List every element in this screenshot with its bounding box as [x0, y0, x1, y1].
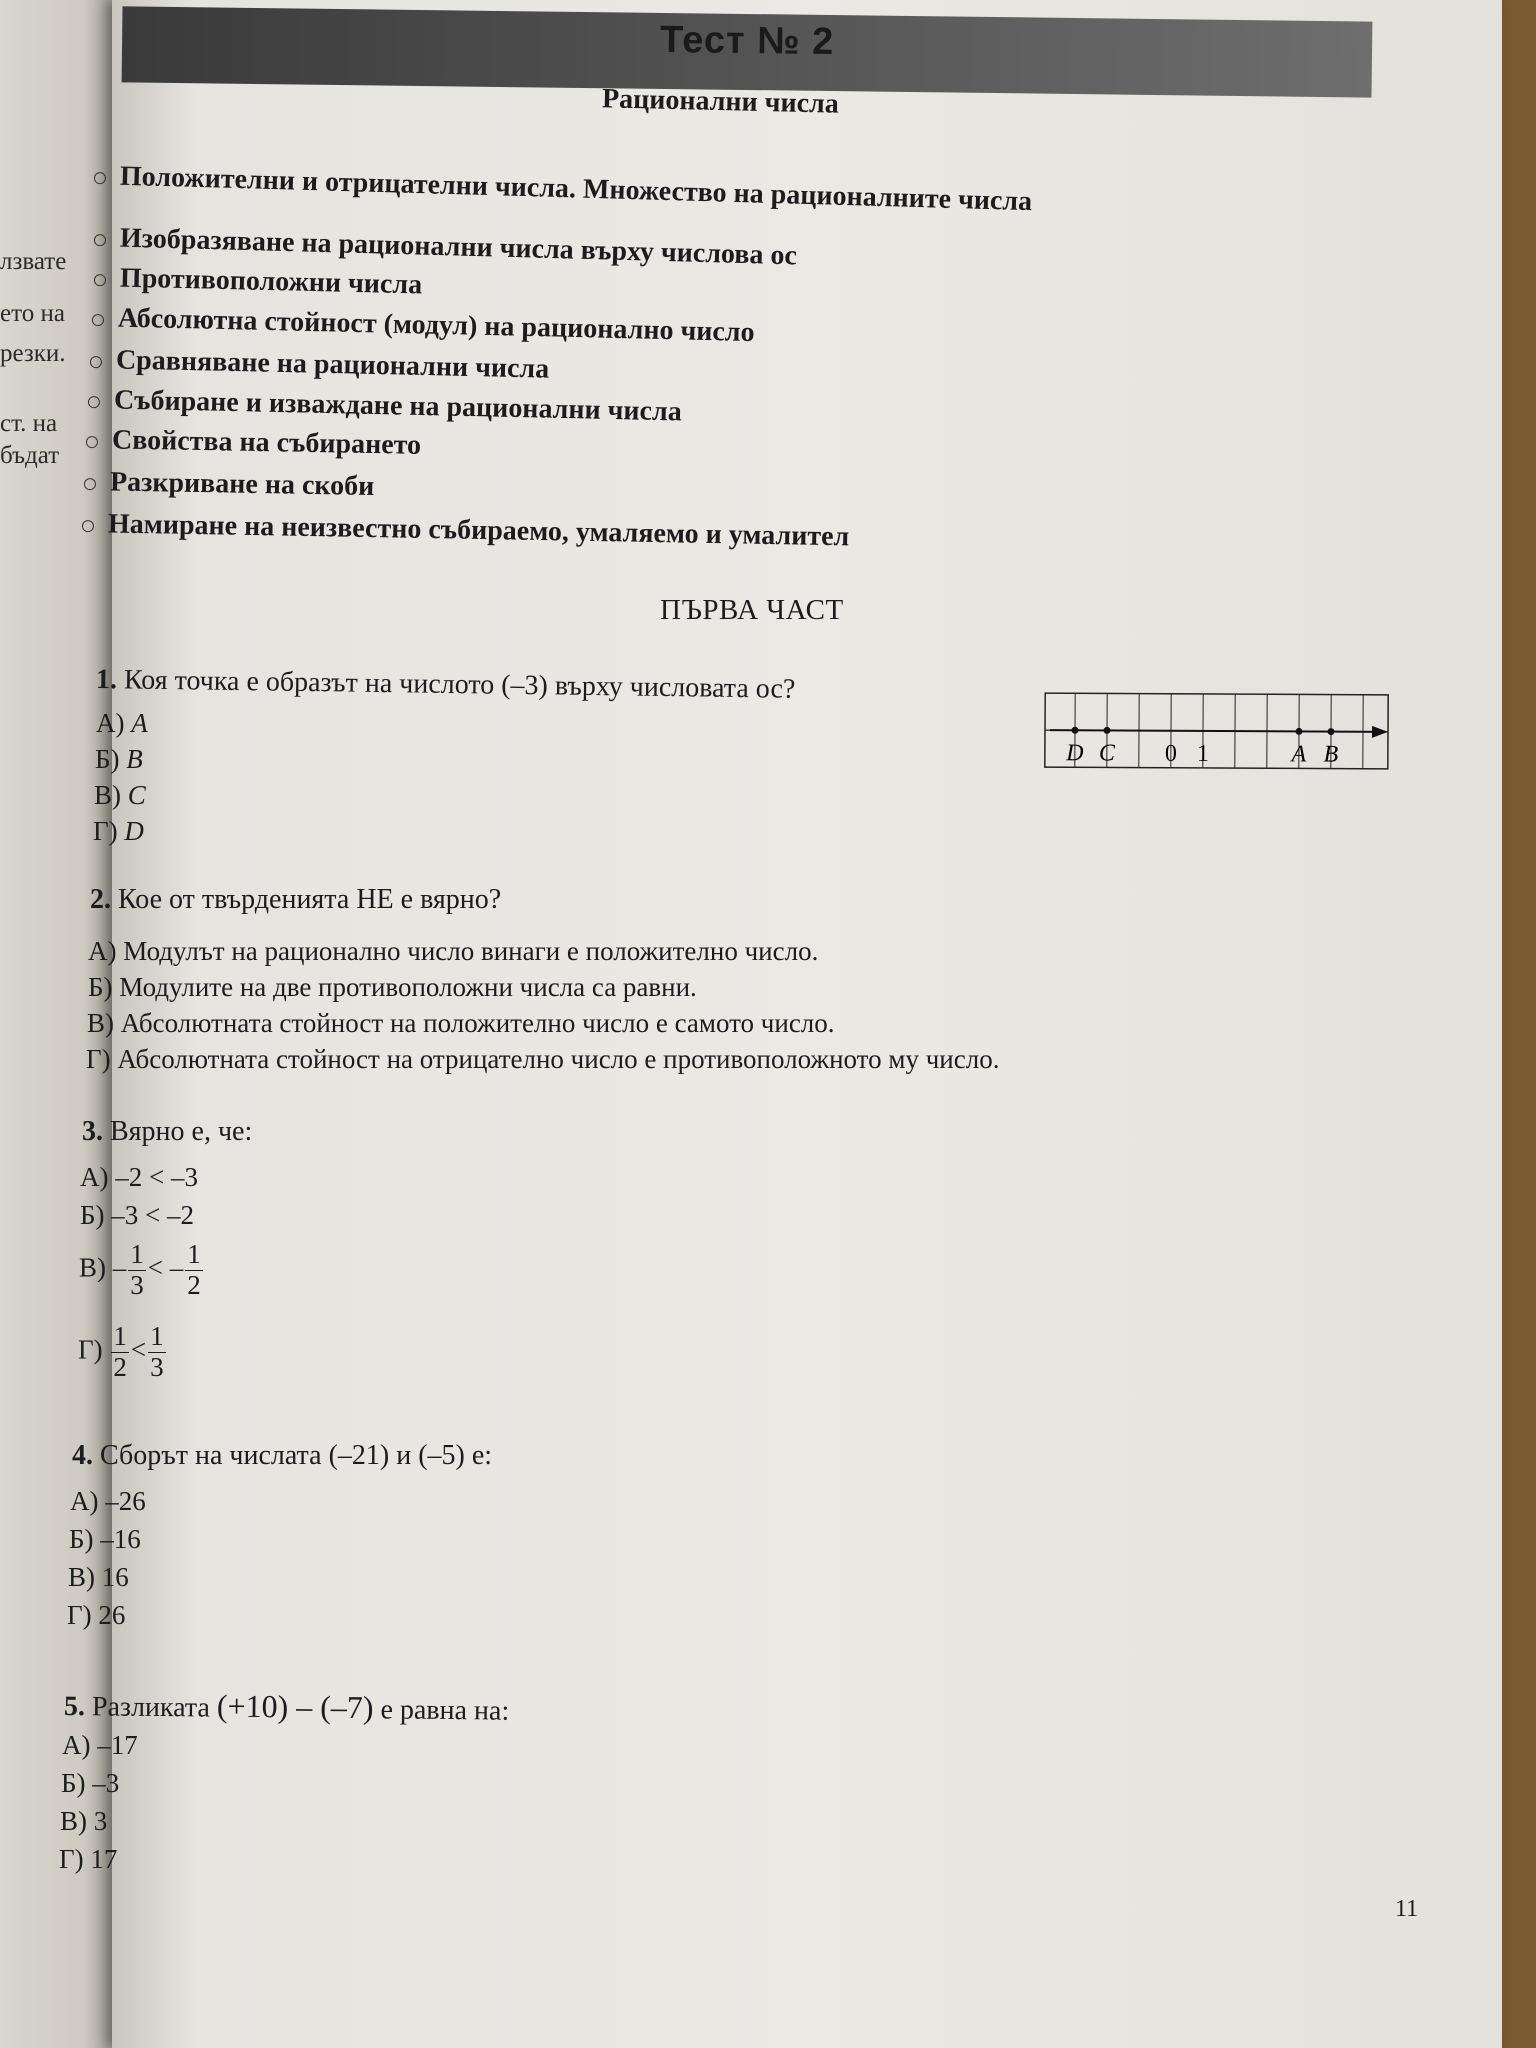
topic-item: Намиране на неизвестно събираемо, умаляемо и умалител [82, 508, 850, 553]
left-page-fragment: резки. [0, 340, 66, 367]
bullet-icon [82, 520, 94, 532]
point-d-mark [1071, 727, 1078, 734]
point-b-mark [1327, 728, 1334, 735]
q5-option-a: А) –17 [62, 1730, 138, 1760]
point-c-mark [1103, 727, 1110, 734]
label-c: C [1098, 740, 1115, 767]
q4-option-b: Б) –16 [69, 1524, 141, 1554]
q5-option-d: Г) 17 [59, 1844, 118, 1874]
question-5: 5. Разликата (+10) – (–7) е равна на: [63, 1687, 510, 1727]
left-page-fragment: лзвате [0, 248, 67, 275]
q3-option-d: Г) $\frac{1}{2}$ < $\frac{1}{3}$ [78, 1321, 164, 1382]
topic-item: Изобразяване на рационални числа върху числова ос [94, 222, 798, 272]
topic-item: Сравняване на рационални числа [90, 344, 550, 386]
topic-item: Свойства на събирането [86, 424, 422, 462]
label-d: D [1066, 740, 1084, 767]
fraction: $\frac{1}{3}$ [150, 1321, 164, 1382]
label-a: A [1291, 741, 1307, 768]
question-3: 3. Вярно е, че: [82, 1116, 253, 1147]
bullet-icon [90, 356, 102, 368]
topic-item: Противоположни числа [94, 262, 423, 301]
q5-option-c: В) 3 [60, 1806, 108, 1836]
q2-option-c: В) Абсолютната стойност на положително число е самото число. [87, 1008, 835, 1038]
left-page-fragment: ето на [0, 300, 65, 327]
left-page-fragment: бъдат [0, 442, 60, 469]
question-4: 4. Сборът на числата (–21) и (–5) е: [72, 1440, 493, 1471]
topic-item: Разкриване на скоби [84, 466, 375, 503]
q3-option-a: А) –2 < –3 [80, 1162, 198, 1192]
worksheet-page [59, 0, 1502, 2048]
q4-option-d: Г) 26 [67, 1600, 126, 1630]
q2-option-a: А) Модулът на рационално число винаги е положително число. [88, 936, 819, 966]
q1-option-a: А) A [96, 708, 148, 738]
q1-option-d: Г) D [93, 816, 144, 846]
q2-option-b: Б) Модулите на две противоположни числа са равни. [88, 972, 697, 1002]
q5-option-b: Б) –3 [61, 1768, 120, 1798]
question-2: 2. Кое от твърденията НЕ е вярно? [90, 884, 502, 915]
bullet-icon [94, 172, 106, 184]
q3-option-c: В) – $\frac{1}{3}$ < – $\frac{1}{2}$ [79, 1239, 201, 1300]
topic-item: Събиране и изваждане на рационални числа [88, 384, 682, 428]
fraction: $\frac{1}{2}$ [113, 1321, 127, 1382]
topic-item: Абсолютна стойност (модул) на рационално число [92, 302, 755, 349]
bullet-icon [86, 436, 98, 448]
number-line-axis [1050, 724, 1388, 738]
point-a-mark [1295, 728, 1302, 735]
bullet-icon [92, 314, 104, 326]
q1-option-b: Б) B [95, 744, 143, 774]
left-page-fragment: ст. на [0, 410, 58, 437]
question-1: 1. Коя точка е образът на числото (–3) върху числовата ос? [95, 664, 796, 705]
label-one: 1 [1196, 740, 1209, 767]
bullet-icon [94, 234, 106, 246]
q3-option-b: Б) –3 < –2 [80, 1200, 194, 1230]
fraction: $\frac{1}{2}$ [187, 1239, 201, 1300]
q1-option-c: В) C [94, 780, 146, 810]
number-line-figure [1044, 692, 1389, 770]
q2-option-d: Г) Абсолютната стойност на отрицателно число е противоположното му число. [86, 1044, 1000, 1074]
bullet-icon [88, 396, 100, 408]
label-b: B [1323, 741, 1339, 768]
bullet-icon [94, 274, 106, 286]
page-subtitle: Рационални числа [601, 83, 840, 120]
page-number: 11 [1395, 1896, 1419, 1922]
fraction: $\frac{1}{3}$ [130, 1239, 144, 1300]
q4-option-a: А) –26 [70, 1486, 146, 1516]
section-title: ПЪРВА ЧАСТ [660, 594, 844, 626]
topic-item: Положителни и отрицателни числа. Множество на рационалните числа [94, 160, 1033, 218]
page-content [59, 0, 1502, 2048]
label-zero: 0 [1164, 740, 1177, 767]
bullet-icon [84, 478, 96, 490]
test-title: Тест № 2 [659, 18, 835, 64]
q4-option-c: В) 16 [68, 1562, 129, 1592]
